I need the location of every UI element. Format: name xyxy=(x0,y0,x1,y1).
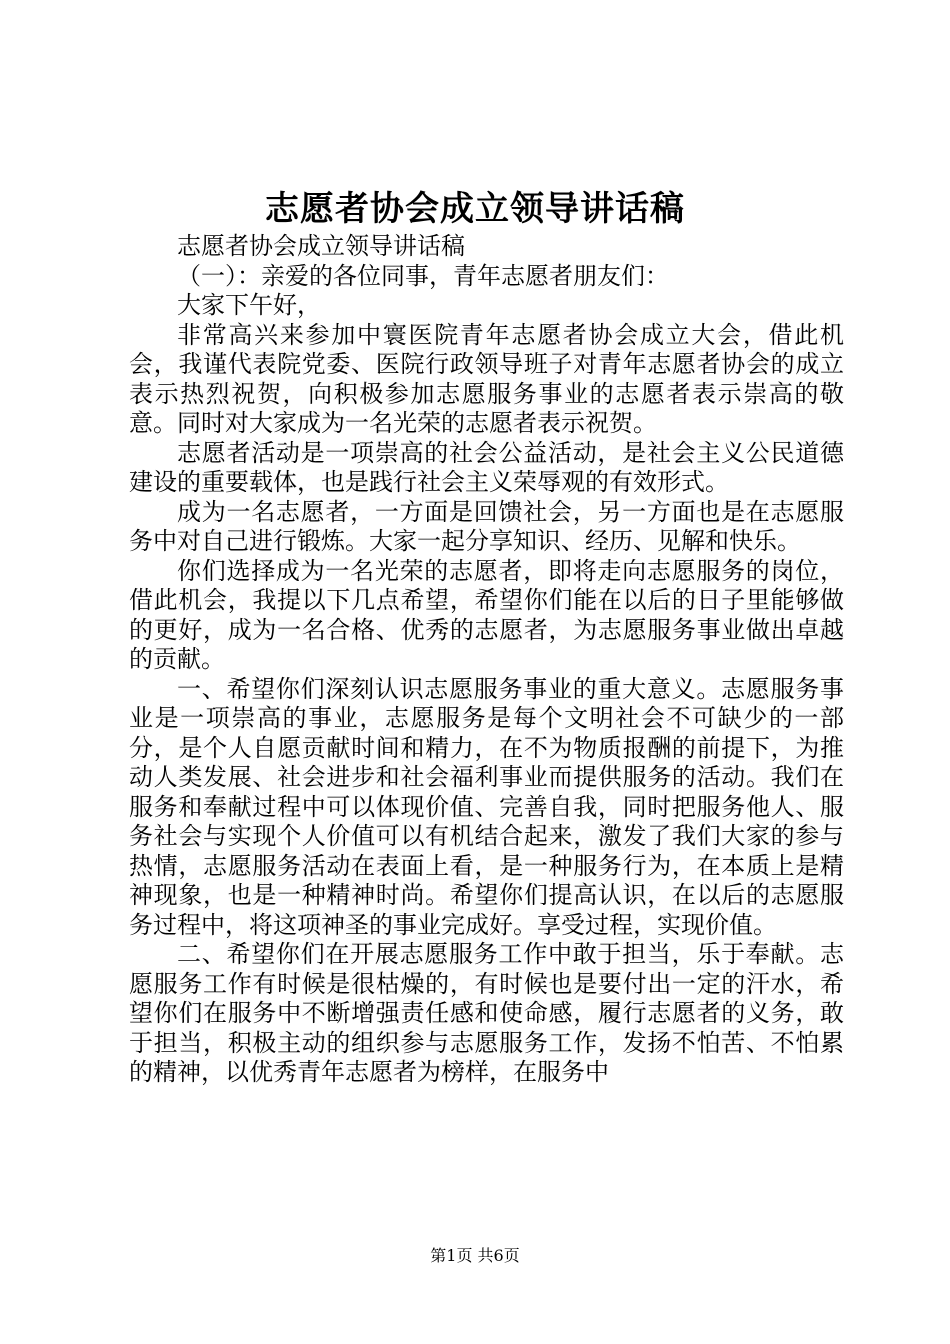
paragraph: 二、希望你们在开展志愿服务工作中敢于担当，乐于奉献。志愿服务工作有时候是很枯燥的，有时候也是要付出一定的汗水，希望你们在服务中不断增强责任感和使命感，履行志愿者的义务，敢于担当，积极主动的组织参与志愿服务工作，发扬不怕苦、不怕累的精神，以优秀青年志愿者为榜样，在服务中 xyxy=(129,940,844,1086)
paragraph-greeting: 大家下午好， xyxy=(177,291,321,319)
document-body xyxy=(129,232,844,1088)
paragraph: 志愿者活动是一项崇高的社会公益活动，是社会主义公民道德建设的重要载体，也是践行社会主义荣辱观的有效形式。 xyxy=(129,438,844,496)
paragraph: 成为一名志愿者，一方面是回馈社会，另一方面也是在志愿服务中对自己进行锻炼。大家一起分享知识、经历、见解和快乐。 xyxy=(129,497,844,555)
paragraph-subtitle: 志愿者协会成立领导讲话稿 xyxy=(177,232,465,260)
paragraph: 你们选择成为一名光荣的志愿者，即将走向志愿服务的岗位，借此机会，我提以下几点希望，希望你们能在以后的日子里能够做的更好，成为一名合格、优秀的志愿者，为志愿服务事业做出卓越的贡献。 xyxy=(129,556,844,673)
page-footer: 第1页 共6页 xyxy=(430,1246,520,1265)
paragraph-section-label: （一）：亲爱的各位同事，青年志愿者朋友们： xyxy=(177,261,669,290)
paragraph: 一、希望你们深刻认识志愿服务事业的重大意义。志愿服务事业是一项崇高的事业，志愿服务是每个文明社会不可缺少的一部分，是个人自愿贡献时间和精力，在不为物质报酬的前提下，为推动人类发展、社会进步和社会福利事业而提供服务的活动。我们在服务和奉献过程中可以体现价值、完善自我，同时把服务他人、服务社会与实现个人价值可以有机结合起来，激发了我们大家的参与热情，志愿服务活动在表面上看，是一种服务行为，在本质上是精神现象，也是一种精神时尚。希望你们提高认识，在以后的志愿服务过程中，将这项神圣的事业完成好。享受过程，实现价值。 xyxy=(129,674,844,939)
paragraph: 非常高兴来参加中寰医院青年志愿者协会成立大会，借此机会，我谨代表院党委、医院行政领导班子对青年志愿者协会的成立表示热烈祝贺，向积极参加志愿服务事业的志愿者表示崇高的敬意。同时对大家成为一名光荣的志愿者表示祝贺。 xyxy=(129,320,844,437)
document-title: 志愿者协会成立领导讲话稿 xyxy=(265,189,685,229)
